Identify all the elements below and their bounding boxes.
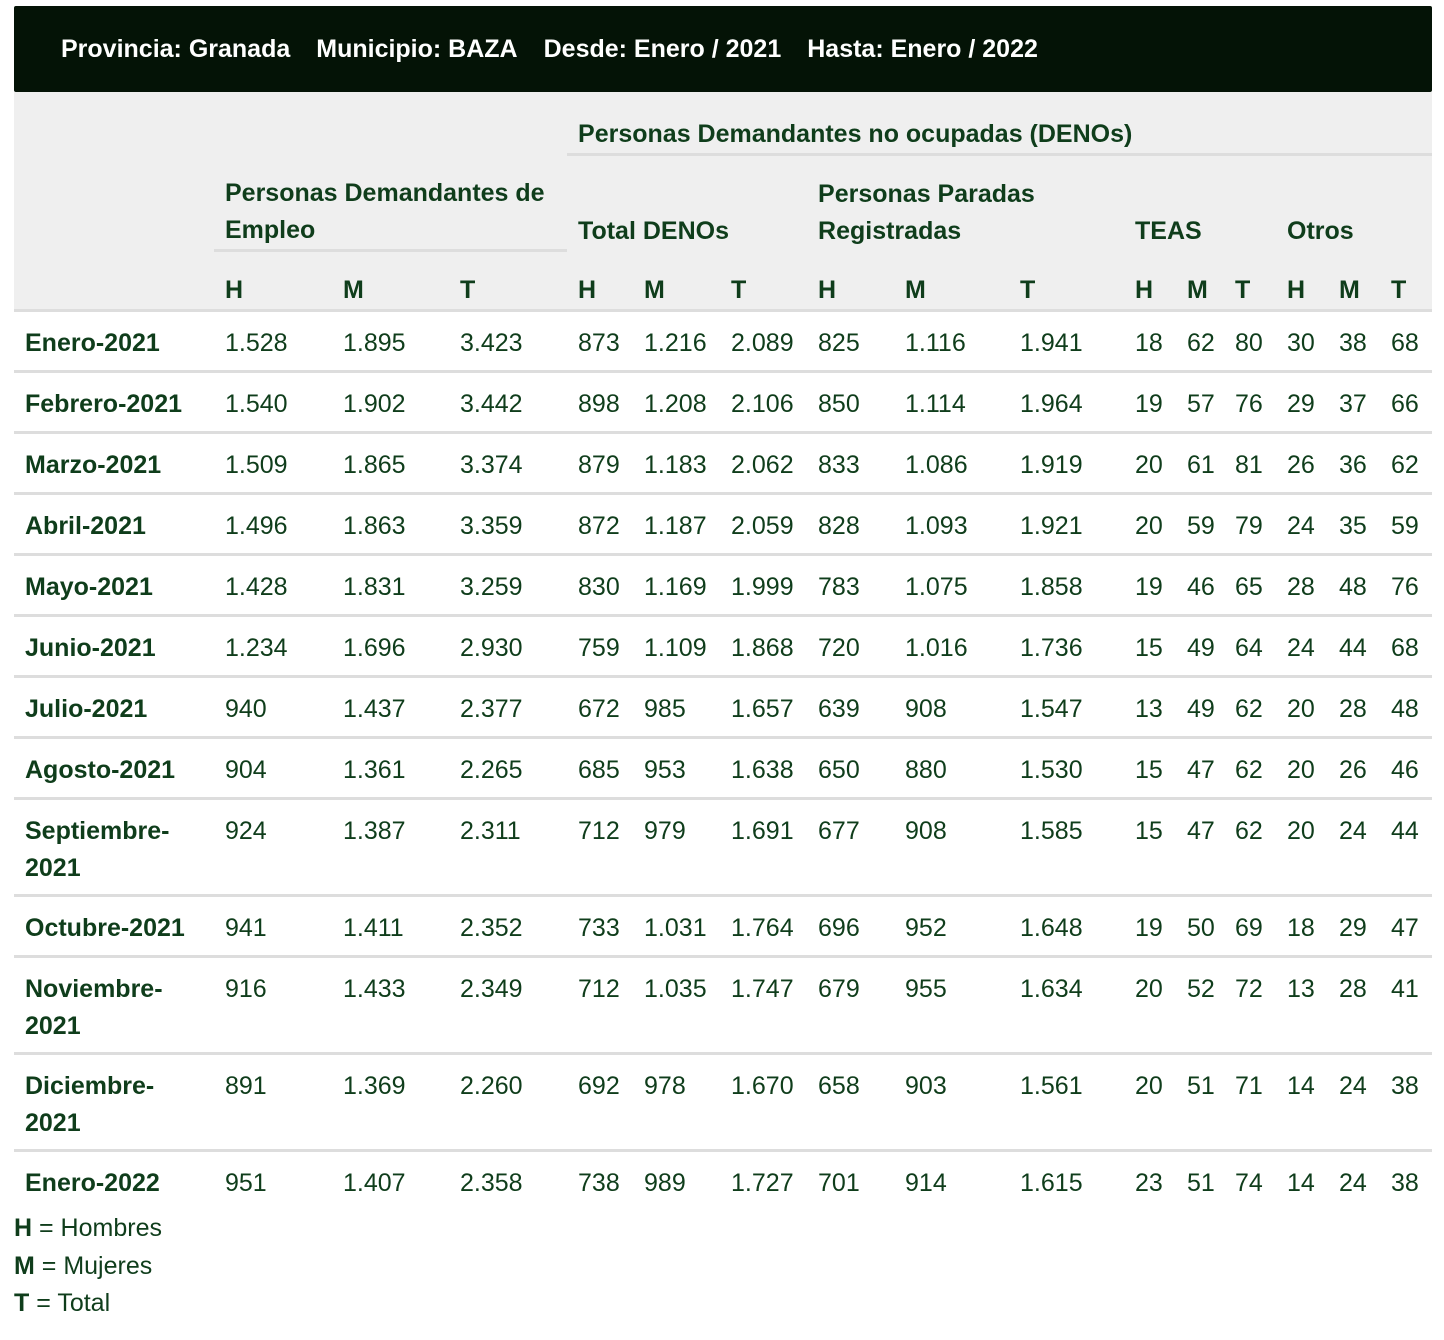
table-cell: 2.349: [449, 956, 567, 1053]
table-cell: 1.648: [1009, 895, 1124, 956]
table-cell: 20: [1124, 493, 1176, 554]
table-cell: 24: [1276, 615, 1328, 676]
table-cell: 872: [567, 493, 633, 554]
table-row: [14, 737, 1432, 798]
table-cell: 35: [1328, 493, 1380, 554]
table-cell: 47: [1176, 798, 1224, 895]
subheader-t: T: [720, 250, 807, 310]
table-cell: 37: [1328, 371, 1380, 432]
table-row: [14, 310, 1432, 371]
table-cell: 44: [1380, 798, 1432, 895]
table-cell: 1.919: [1009, 432, 1124, 493]
table-cell: 1.727: [731, 1168, 794, 1197]
subheader-m: M: [1328, 250, 1380, 310]
table-cell: 952: [894, 895, 1009, 956]
legend-text: = Mujeres: [34, 1251, 153, 1280]
municipio-label: Municipio: BAZA: [316, 34, 518, 63]
total-denos-header: Total DENOs: [567, 154, 807, 250]
table-cell: 1.540: [214, 371, 332, 432]
subheader-h: H: [1276, 250, 1328, 310]
table-cell: 13: [1124, 676, 1176, 737]
table-cell: 2.377: [449, 676, 567, 737]
table-cell: 2.062: [720, 432, 807, 493]
table-cell: 1.428: [214, 554, 332, 615]
table-cell: 18: [1124, 310, 1176, 371]
table-cell: 685: [567, 737, 633, 798]
table-cell: 59: [1380, 493, 1432, 554]
table-cell: 44: [1328, 615, 1380, 676]
table-cell: 1.863: [332, 493, 449, 554]
table-cell: 825: [807, 310, 894, 371]
table-cell: 15: [1124, 615, 1176, 676]
table-cell: 955: [894, 956, 1009, 1053]
table-cell: 2.106: [720, 371, 807, 432]
table-cell: 1.387: [332, 798, 449, 895]
table-row: [14, 676, 1432, 737]
table-cell: 1.016: [894, 615, 1009, 676]
subheader-h: H: [567, 250, 633, 310]
subheader-h: H: [214, 250, 332, 310]
sub-header-row: [14, 250, 1432, 310]
table-cell: 38: [1380, 1053, 1432, 1150]
table-cell: 916: [214, 956, 332, 1053]
table-cell: 29: [1328, 895, 1380, 956]
table-cell: 64: [1224, 615, 1276, 676]
employment-table: [14, 92, 1432, 1205]
table-cell: 1.691: [720, 798, 807, 895]
table-cell: 72: [1224, 956, 1276, 1053]
table-cell: 24: [1339, 1168, 1367, 1197]
subheader-h: H: [807, 250, 894, 310]
table-cell: 658: [807, 1053, 894, 1150]
table-row: [14, 1150, 1432, 1205]
table-cell: 62: [1176, 310, 1224, 371]
subheader-t: T: [1009, 250, 1124, 310]
table-cell: 62: [1224, 737, 1276, 798]
table-cell: 38: [1328, 310, 1380, 371]
table-cell: 1.116: [894, 310, 1009, 371]
table-cell: 1.411: [332, 895, 449, 956]
table-cell: 940: [214, 676, 332, 737]
table-cell: 1.941: [1009, 310, 1124, 371]
table-cell: 48: [1380, 676, 1432, 737]
table-cell: 1.615: [1020, 1168, 1083, 1197]
legend-item: [14, 1285, 162, 1323]
table-cell: 679: [807, 956, 894, 1053]
subheader-m: M: [894, 250, 1009, 310]
table-row: [14, 615, 1432, 676]
table-cell: 76: [1224, 371, 1276, 432]
table-cell: 978: [633, 1053, 720, 1150]
table-cell: 904: [214, 737, 332, 798]
row-label: Noviembre-2021: [14, 956, 214, 1053]
table-cell: 76: [1380, 554, 1432, 615]
table-cell: 1.999: [720, 554, 807, 615]
row-label: Agosto-2021: [14, 737, 214, 798]
table-cell: 3.423: [449, 310, 567, 371]
table-cell: 15: [1124, 798, 1176, 895]
table-cell: 19: [1124, 554, 1176, 615]
table-cell: 2.311: [449, 798, 567, 895]
table-cell: 28: [1328, 956, 1380, 1053]
table-cell: 51: [1187, 1168, 1215, 1197]
table-cell: 1.634: [1009, 956, 1124, 1053]
hasta-label: Hasta: Enero / 2022: [807, 34, 1038, 63]
table-cell: 62: [1380, 432, 1432, 493]
row-label: Julio-2021: [14, 676, 214, 737]
table-cell: 908: [894, 798, 1009, 895]
table-row: [14, 956, 1432, 1053]
table-cell: 924: [214, 798, 332, 895]
table-cell: 2.930: [449, 615, 567, 676]
table-cell: 692: [567, 1053, 633, 1150]
table-cell: 14: [1276, 1053, 1328, 1150]
table-cell: 18: [1276, 895, 1328, 956]
table-cell: 48: [1328, 554, 1380, 615]
table-cell: 1.208: [633, 371, 720, 432]
table-cell: 2.358: [460, 1168, 523, 1197]
legend-item: [14, 1210, 162, 1248]
table-cell: 36: [1328, 432, 1380, 493]
table-cell: 62: [1224, 798, 1276, 895]
denos-group-header: Personas Demandantes no ocupadas (DENOs): [567, 92, 1432, 154]
table-cell: 833: [807, 432, 894, 493]
table-cell: 985: [633, 676, 720, 737]
table-cell: 941: [214, 895, 332, 956]
teas-header: TEAS: [1124, 154, 1276, 250]
table-body: [14, 310, 1432, 1205]
table-cell: 891: [214, 1053, 332, 1150]
table-cell: 46: [1176, 554, 1224, 615]
table-cell: 28: [1276, 554, 1328, 615]
table-cell: 1.031: [633, 895, 720, 956]
table-cell: 20: [1276, 737, 1328, 798]
table-cell: 2.352: [449, 895, 567, 956]
table-cell: 1.764: [720, 895, 807, 956]
table-cell: 20: [1276, 676, 1328, 737]
table-cell: 898: [567, 371, 633, 432]
table-cell: 1.169: [633, 554, 720, 615]
table-cell: 908: [894, 676, 1009, 737]
row-label: Junio-2021: [14, 615, 214, 676]
table-cell: 20: [1124, 956, 1176, 1053]
table-cell: 1.433: [332, 956, 449, 1053]
table-cell: 61: [1176, 432, 1224, 493]
table-cell: 1.496: [214, 493, 332, 554]
table-cell: 951: [225, 1168, 267, 1197]
table-cell: 1.858: [1009, 554, 1124, 615]
table-cell: 1.530: [1009, 737, 1124, 798]
subheader-m: M: [1176, 250, 1224, 310]
table-cell: 24: [1276, 493, 1328, 554]
table-cell: 50: [1176, 895, 1224, 956]
filter-banner: [14, 6, 1432, 92]
table-cell: 1.086: [894, 432, 1009, 493]
table-cell: 1.216: [633, 310, 720, 371]
table-cell: 79: [1224, 493, 1276, 554]
table-cell: 650: [807, 737, 894, 798]
subheader-h: H: [1124, 250, 1176, 310]
table-cell: 2.059: [720, 493, 807, 554]
table-cell: 879: [567, 432, 633, 493]
row-label: Septiembre-2021: [14, 798, 214, 895]
table-cell: 1.509: [214, 432, 332, 493]
table-cell: 68: [1380, 615, 1432, 676]
table-row: [14, 1053, 1432, 1150]
table-cell: 19: [1124, 371, 1176, 432]
row-label: Mayo-2021: [14, 554, 214, 615]
table-cell: 69: [1224, 895, 1276, 956]
table-cell: 30: [1276, 310, 1328, 371]
table-cell: 68: [1380, 310, 1432, 371]
legend-item: [14, 1248, 162, 1286]
table-cell: 23: [1135, 1168, 1163, 1197]
table-cell: 783: [807, 554, 894, 615]
table-cell: 20: [1276, 798, 1328, 895]
table-cell: 759: [567, 615, 633, 676]
row-label: Enero-2022: [25, 1168, 160, 1197]
table-cell: 979: [633, 798, 720, 895]
otros-header: Otros: [1276, 154, 1432, 250]
table-cell: 1.407: [343, 1168, 406, 1197]
table-cell: 3.259: [449, 554, 567, 615]
table-cell: 1.093: [894, 493, 1009, 554]
table-row: [14, 493, 1432, 554]
table-cell: 738: [578, 1168, 620, 1197]
table-row: [14, 371, 1432, 432]
table-cell: 26: [1328, 737, 1380, 798]
table-cell: 677: [807, 798, 894, 895]
table-cell: 696: [807, 895, 894, 956]
table-cell: 1.075: [894, 554, 1009, 615]
table-cell: 74: [1235, 1168, 1263, 1197]
table-cell: 873: [567, 310, 633, 371]
table-cell: 80: [1224, 310, 1276, 371]
table-cell: 712: [567, 798, 633, 895]
table-cell: 733: [567, 895, 633, 956]
table-cell: 1.638: [720, 737, 807, 798]
table-cell: 3.442: [449, 371, 567, 432]
table-cell: 701: [818, 1168, 860, 1197]
subheader-t: T: [1224, 250, 1276, 310]
subheader-t: T: [449, 250, 567, 310]
table-cell: 1.657: [720, 676, 807, 737]
row-label: Enero-2021: [14, 310, 214, 371]
row-label: Abril-2021: [14, 493, 214, 554]
table-cell: 1.902: [332, 371, 449, 432]
desde-label: Desde: Enero / 2021: [543, 34, 782, 63]
pde-spacer: [214, 92, 567, 154]
table-cell: 1.921: [1009, 493, 1124, 554]
table-cell: 38: [1391, 1168, 1419, 1197]
table-cell: 1.361: [332, 737, 449, 798]
row-label: Octubre-2021: [14, 895, 214, 956]
table-cell: 1.964: [1009, 371, 1124, 432]
table-cell: 1.369: [332, 1053, 449, 1150]
corner-cell: [14, 92, 214, 154]
table-cell: 1.585: [1009, 798, 1124, 895]
table-cell: 24: [1328, 1053, 1380, 1150]
subheader-t: T: [1380, 250, 1432, 310]
table-cell: 66: [1380, 371, 1432, 432]
pde-header: Personas Demandantes de Empleo: [214, 154, 567, 250]
table-cell: 1.528: [214, 310, 332, 371]
table-cell: 59: [1176, 493, 1224, 554]
legend-key: T: [14, 1289, 30, 1317]
table-cell: 52: [1176, 956, 1224, 1053]
subheader-m: M: [332, 250, 449, 310]
table-cell: 850: [807, 371, 894, 432]
table-cell: 24: [1328, 798, 1380, 895]
table-cell: 903: [894, 1053, 1009, 1150]
table-cell: 720: [807, 615, 894, 676]
legend-text: = Hombres: [32, 1214, 162, 1242]
table-cell: 880: [894, 737, 1009, 798]
table-cell: 20: [1124, 432, 1176, 493]
table-cell: 26: [1276, 432, 1328, 493]
table-cell: 71: [1224, 1053, 1276, 1150]
row-label: Diciembre-2021: [14, 1053, 214, 1150]
table-cell: 1.865: [332, 432, 449, 493]
table-cell: 57: [1176, 371, 1224, 432]
table-cell: 51: [1176, 1053, 1224, 1150]
table-cell: 20: [1124, 1053, 1176, 1150]
row-label: Marzo-2021: [14, 432, 214, 493]
table-cell: 1.187: [633, 493, 720, 554]
table-cell: 13: [1276, 956, 1328, 1053]
table-cell: 46: [1380, 737, 1432, 798]
table-cell: 49: [1176, 615, 1224, 676]
table-cell: 19: [1124, 895, 1176, 956]
table-cell: 41: [1380, 956, 1432, 1053]
corner-cell-3: [14, 250, 214, 310]
table-cell: 1.831: [332, 554, 449, 615]
table-cell: 2.089: [720, 310, 807, 371]
table-cell: 1.747: [720, 956, 807, 1053]
table-cell: 3.374: [449, 432, 567, 493]
table-cell: 65: [1224, 554, 1276, 615]
table-row: [14, 895, 1432, 956]
table-cell: 3.359: [449, 493, 567, 554]
corner-cell-2: [14, 154, 214, 250]
table-cell: 989: [644, 1168, 686, 1197]
table-cell: 49: [1176, 676, 1224, 737]
table-cell: 62: [1224, 676, 1276, 737]
table-row: [14, 798, 1432, 895]
table-cell: 14: [1287, 1168, 1315, 1197]
table-cell: 953: [633, 737, 720, 798]
table-cell: 29: [1276, 371, 1328, 432]
table-cell: 1.035: [633, 956, 720, 1053]
legend-key: M: [14, 1251, 35, 1280]
table-cell: 81: [1224, 432, 1276, 493]
table-cell: 1.114: [894, 371, 1009, 432]
table-row: [14, 432, 1432, 493]
table-cell: 672: [567, 676, 633, 737]
table-cell: 2.265: [449, 737, 567, 798]
paradas-header: Personas Paradas Registradas: [807, 154, 1124, 250]
table-cell: 28: [1328, 676, 1380, 737]
legend: [14, 1210, 162, 1323]
table-cell: 1.696: [332, 615, 449, 676]
table-cell: 47: [1380, 895, 1432, 956]
table-cell: 47: [1176, 737, 1224, 798]
table-cell: 712: [567, 956, 633, 1053]
table-cell: 830: [567, 554, 633, 615]
table-cell: 1.868: [720, 615, 807, 676]
legend-text: = Total: [29, 1289, 111, 1317]
table-cell: 1.547: [1009, 676, 1124, 737]
provincia-label: Provincia: Granada: [61, 34, 291, 63]
table-cell: 1.895: [332, 310, 449, 371]
row-label: Febrero-2021: [14, 371, 214, 432]
table-cell: 1.437: [332, 676, 449, 737]
table-cell: 15: [1124, 737, 1176, 798]
table-cell: 1.234: [214, 615, 332, 676]
table-cell: 1.670: [720, 1053, 807, 1150]
table-cell: 1.183: [633, 432, 720, 493]
subheader-m: M: [633, 250, 720, 310]
table-cell: 914: [905, 1168, 947, 1197]
table-cell: 639: [807, 676, 894, 737]
table-cell: 828: [807, 493, 894, 554]
table-cell: 1.109: [633, 615, 720, 676]
legend-key: H: [14, 1214, 33, 1242]
table-cell: 1.561: [1009, 1053, 1124, 1150]
table-row: [14, 554, 1432, 615]
table-cell: 2.260: [449, 1053, 567, 1150]
table-cell: 1.736: [1009, 615, 1124, 676]
